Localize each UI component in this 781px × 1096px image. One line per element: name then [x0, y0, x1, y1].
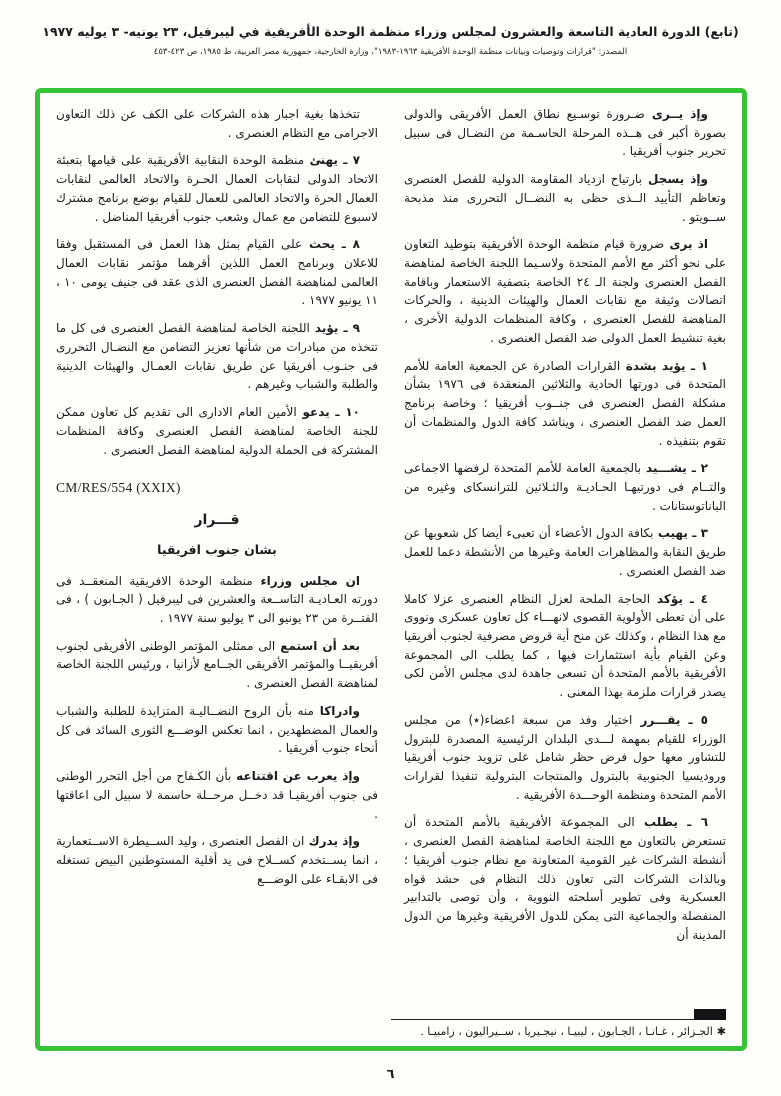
footnote-divider	[391, 1019, 726, 1020]
paragraph	[56, 767, 378, 823]
paragraph-lead: ٩ ـ يؤيد	[309, 321, 360, 336]
paragraph-text: بكافة الدول الأعضاء أن تعبىء أيضا كل شعوبها عن طريق النقابة والمظاهرات العامة وغيرها من الأنشطة دعما للعمل ضد الفصل العنصرى .	[404, 526, 726, 578]
paragraph-lead: ٢ ـ يشـــيد	[641, 461, 708, 476]
paragraph-text: بأن الكـفاح من أجل التحرر الوطنى فى جنوب أفريقيـا قد دخــل مرحــلة حاسمة لا سبيل الى اعاقتها .	[56, 769, 378, 821]
paragraph-lead: وإذ يــرى	[644, 107, 708, 121]
paragraph	[56, 235, 378, 310]
paragraph	[404, 711, 726, 805]
paragraph-lead: وإذ يعرب عن اقتناعه	[231, 769, 360, 784]
paragraph-text: ضـرورة توسـيع نطاق العمل الأفريقى والدولى بصورة أكبر فى هــذه المرحلة الحاسـمة من النضـال فى سبيل تحرير جنوب أفريقيا .	[404, 107, 726, 159]
paragraph-text: ضرورة قيام منظمة الوحدة الأفريقية بتوطيد التعاون على نحو أكثر مع الأمم المتحدة ولاسـيما اللجنة الخاصة لمناهضة الفصل العنصرى ولجنة الـ ٢٤ الخاصة بتصفية الاستعمار وباقامة اتصالات وثيقة مع نقابات العمال والهيئات الدينية ، والحركات المناهضة للفصل العنصرى ، وكافة المنظمات الدولية الأخرى ، بغية تنشيط العمل الدولى ضد الفصل العنصرى .	[404, 237, 726, 345]
paragraph	[56, 572, 378, 628]
paragraph-lead: ٨ ـ يحث	[302, 237, 360, 252]
paragraph-text: الحاجة الملحة لعزل النظام العنصرى عزلا كاملا على أن تعطى الأولوية القصوى لانهـــاء كل تعاون عسكرى ونووى مع هذا النظام ، وكذلك عن منح أية قروض مصرفية لجنوب أفريقيا وعن القيام بأية استثمارات فيها ، كما يطلب الى المجموعة الأفريقية بالأمم المتحدة أن تسعى جاهدة لدى مجلس الأمن لكى يصدر قرارات ملزمة بهذا المعنى .	[404, 591, 726, 700]
paragraph-text: منظمة الوحدة النقابية الأفريقية على قيامها بتعبئة الاتحاد الدولى لنقابات العمال الحـرة والاتحاد العالمى لنقابات العمال الحرة والاتحاد العالمى للعمال للقيام بوضع برنامج مشترك لاسبوع للتضامن مع عمال وشعب جنوب أفريقيا المناضل .	[56, 153, 378, 224]
paragraph-lead: ٧ ـ يهنئ	[304, 153, 361, 168]
paragraph-text: اللجنة الخاصة لمناهضة الفصل العنصرى فى كل ما تتخذه من مبادرات من شأنها تعزيز التضامن مع النضـال التحررى فى جنـوب أفريقيا عن طريق نقابات العمـال والهيئات الدينية والطلبة والشباب وغيرهم .	[56, 321, 378, 392]
paragraph	[56, 151, 378, 226]
paragraph-text: بالجمعية العامة للأمم المتحدة لرفضها الاجماعى والتــام فى دورتيهـا الحـاديـة والثـلاثين للترانسكاى وغيره من الباناتوستانات .	[404, 461, 726, 513]
paragraph	[404, 590, 726, 702]
asterisk-icon: ✱	[716, 1025, 726, 1038]
paragraph-text: منه بأن الروح النضــاليـة المتزايدة للطلبة والشباب والعمال المضطهدين ، انما تعكس الوضـــع الثورى السائد فى كل أنحاء جنوب أفريقيا .	[56, 703, 378, 756]
paragraph-text: القرارات الصادرة عن الجمعية العامة للأمم المتحدة فى دورتها الحادية والثلاثين المنعقدة فى ١٩٧٦ بشأن مشكلة الفصل العنصرى فى جنــوب أفريقيا ؛ وخاصة برنامج العمل ضد الفصل العنصرى ، ويناشد كافة الدول والمنظمات أن تقوم بتنفيذه .	[404, 358, 726, 448]
page-number: ٦	[386, 1067, 395, 1082]
paragraph	[404, 357, 726, 451]
paragraph	[56, 105, 378, 142]
paragraph-lead: ٣ ـ يهيب	[653, 526, 708, 541]
paragraph	[404, 813, 726, 944]
paragraph-text: على القيام بمثل هذا العمل فى المستقبل وفقا للاعلان وبرنامج العمل اللذين أقرهما مؤتمر نقابات العمال العالمى لمناهضة الفصل العنصرى الذى عقد فى جنيف يومى ١٠ ، ١١ يونيو ١٩٧٧ .	[56, 237, 378, 308]
source-line: المصدر: "قرارات وتوصيات وبيانات منظمة الوحدة الأفريقية ١٩٦٣-١٩٨٣"، وزارة الخارجية، جمهورية مصر العربية، ط ١٩٨٥، ص ٤٢٣-٤٥٣	[153, 47, 628, 57]
document-title: (تابع) الدورة العادية التاسعة والعشرون لمجلس وزراء منظمة الوحدة الأفريقية في ليبرفيل، ٢٣ يونيه- ٣ يوليه ١٩٧٧	[42, 24, 739, 39]
paragraph-lead: ٤ ـ يؤكد	[650, 591, 708, 606]
right-column	[404, 105, 726, 1015]
paragraph	[56, 702, 378, 758]
page-header	[20, 24, 761, 57]
paragraph	[404, 170, 726, 226]
paragraph-lead: ٥ ـ يقـــرر	[632, 712, 708, 727]
paragraph-text: منظمة الوحدة الافريقية المنعقــد فى دورته العـاديـة التاســعة والعشرين فى ليبرفيل ( الجـابون ) ، فى الفتــرة من ٢٣ يونيو الى ٣ يوليو سنة ١٩٧٧ .	[56, 573, 378, 626]
paragraph-lead: وإذ يسجل	[641, 172, 708, 187]
paragraph-text: الى ممثلى المؤتمر الوطنى الأفريقى لجنوب أفريقيــا والمؤتمر الأفريقى الجــامع لأزانيا ، ورئيس اللجنة الخاصة لمناهضة الفصل العنصرى .	[56, 638, 378, 691]
paragraph	[56, 637, 378, 693]
paragraph-lead: وإذ يدرك	[304, 834, 360, 849]
paragraph-lead: وادراكا	[313, 703, 360, 718]
paragraph	[56, 832, 378, 888]
paragraph-text: بارتياح ازدياد المقاومة الدولية للفصل العنصرى وتعاظم التأييد الــذى حظى به النضــال التحررى منذ مذبحة ســويتو .	[404, 172, 726, 224]
paragraph	[404, 105, 726, 161]
footnote-text	[56, 1025, 726, 1038]
paragraph	[404, 235, 726, 347]
paragraph-text: ان الفصل العنصرى ، وليد الســيطرة الاســتعمارية ، انما يســتخدم كســلاح فى يد أقلية المستوطنين البيض تستغله فى الابقـاء على الوضـــع	[56, 834, 378, 886]
resolution-code: CM/RES/554 (XXIX)	[56, 480, 181, 496]
scan-artifact	[694, 1009, 726, 1020]
resolution-subtitle: بشان جنوب افريقيا	[157, 542, 277, 558]
footnote-countries: الجـزائر ، غـانـا ، الجـابون ، ليبيـا ، نيجـيريا ، ســيراليون ، زامبيـا .	[420, 1025, 713, 1038]
paragraph-lead: ٦ ـ يطلب	[634, 815, 709, 830]
highlight-frame	[35, 88, 747, 1051]
paragraph	[56, 403, 378, 459]
paragraph-lead: ١ ـ يؤيد بشدة	[620, 358, 708, 373]
paragraph	[404, 524, 726, 580]
left-column	[56, 105, 378, 1015]
paragraph-text: الى المجموعة الأفريقية بالأمم المتحدة أن تستعرض بالتعاون مع اللجنة الخاصة لمناهضة الفصل العنصرى ، أنشطة الشركات غير القومية المتعاونة مع نظام جنوب أفريقيا ؛ وبالذات الشركات التى تعاون ذلك النظام فى حشد قواه العسكرية وفى تطوير أسلحته النووية ، وأن توصى بالتدابير المنفصلة والجماعية التى يمكن للدول الأفريقية وغيرها من الدول المدينة أن	[404, 815, 726, 942]
resolution-title: قـــرار	[194, 512, 240, 529]
paragraph	[404, 459, 726, 515]
paragraph-text: اختيار وفد من سبعة اعضاء(٭) من مجلس الوزراء للقيام بمهمة لـــدى البلدان الرئيسية المصدرة للبترول للتشاور معها حول فرض حظر شامل على تزويد جنوب أفريقيا وروديسيا الجنوبية بالبترول والمنتجات البترولية تنفيذا لقرارات الأمم المتحدة ومنظمة الوحـــدة الأفريقية .	[404, 712, 726, 802]
text-columns	[56, 105, 726, 1015]
paragraph-lead: اذ يرى	[664, 237, 708, 252]
paragraph-lead: ١٠ ـ يدعو	[296, 405, 360, 420]
paragraph-lead: بعد أن استمع	[275, 638, 360, 653]
paragraph-lead: ان مجلس وزراء	[252, 573, 360, 588]
paragraph	[56, 319, 378, 394]
footnote	[56, 1019, 726, 1038]
paragraph-text: الأمين العام الادارى الى تقديم كل تعاون ممكن للجنة الخاصة لمناهضة الفصل العنصرى وكافة المنظمات المشتركة فى الحملة الدولية لمناهضة الفصل العنصرى .	[56, 405, 378, 457]
paragraph-text: تتخذها بغية اجبار هذه الشركات على الكف عن ذلك التعاون الاجرامى مع النظام العنصرى .	[56, 107, 378, 140]
